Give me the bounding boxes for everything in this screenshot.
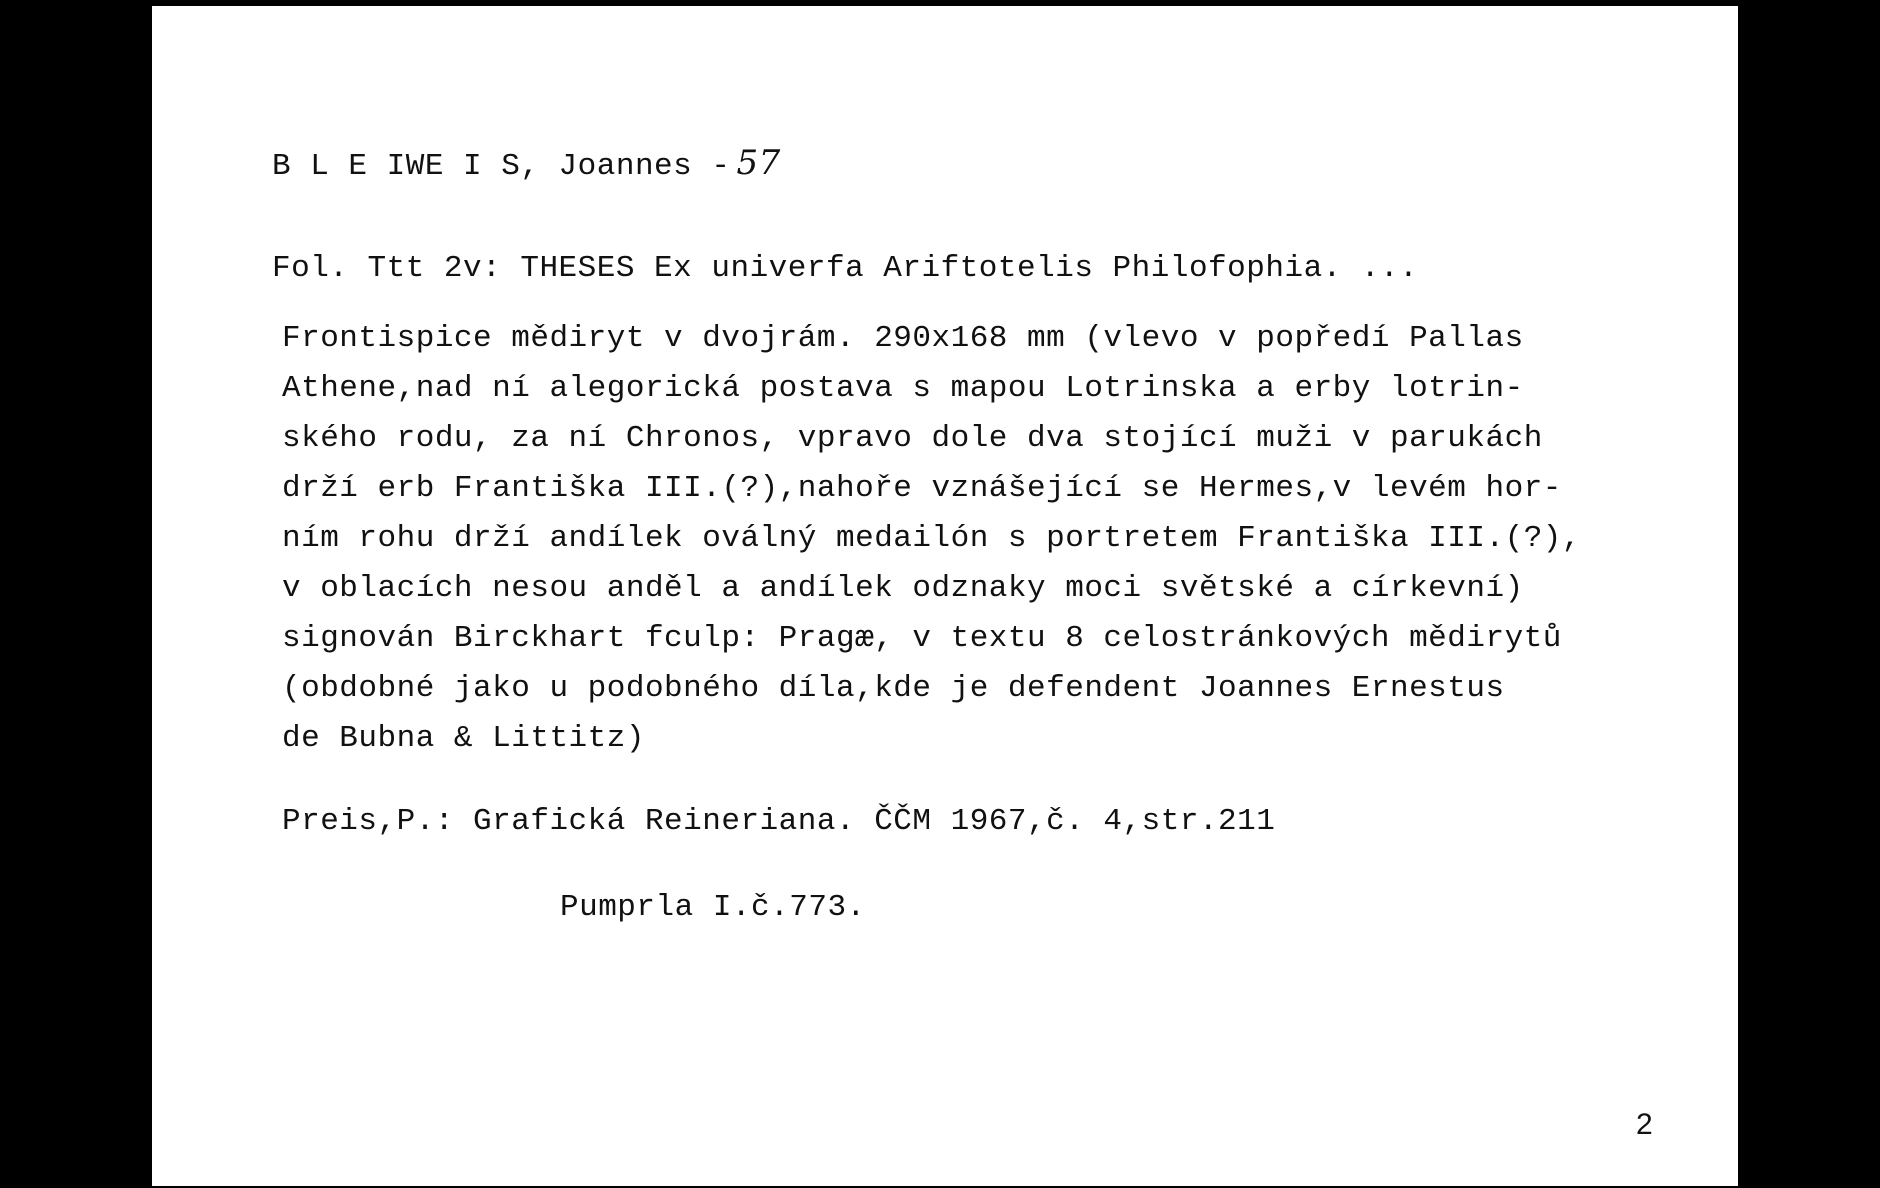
page-number: 2: [1636, 1108, 1653, 1141]
description-line: ského rodu, za ní Chronos, vpravo dole dva stojící muži v parukách: [282, 421, 1543, 456]
folio-title: Fol. Ttt 2v: THESES Ex univerfa Ariftotelis Philofophia. ...: [272, 251, 1419, 286]
bibliographic-reference: Preis,P.: Grafická Reineriana. ČČM 1967,č. 4,str.211: [282, 804, 1276, 839]
description-line: Frontispice mědiryt v dvojrám. 290x168 mm (vlevo v popředí Pallas: [282, 321, 1524, 356]
description-line: de Bubna & Littitz): [282, 721, 645, 756]
catalog-card: [152, 6, 1738, 1186]
description-line: ním rohu drží andílek oválný medailón s portretem Františka III.(?),: [282, 521, 1582, 556]
description-line: signován Birckhart fculp: Pragæ, v textu 8 celostránkových mědirytů: [282, 621, 1562, 656]
inventory-number: Pumprla I.č.773.: [560, 890, 866, 925]
author-name: B L E IWE I S, Joannes -: [272, 149, 731, 184]
description-line: drží erb Františka III.(?),nahoře vznášející se Hermes,v levém hor-: [282, 471, 1562, 506]
description-line: v oblacích nesou anděl a andílek odznaky moci světské a církevní): [282, 571, 1524, 606]
card-heading: [272, 138, 781, 192]
description-line: (obdobné jako u podobného díla,kde je defendent Joannes Ernestus: [282, 671, 1505, 706]
handwritten-note: 57: [736, 143, 781, 183]
description-line: Athene,nad ní alegorická postava s mapou Lotrinska a erby lotrin-: [282, 371, 1524, 406]
